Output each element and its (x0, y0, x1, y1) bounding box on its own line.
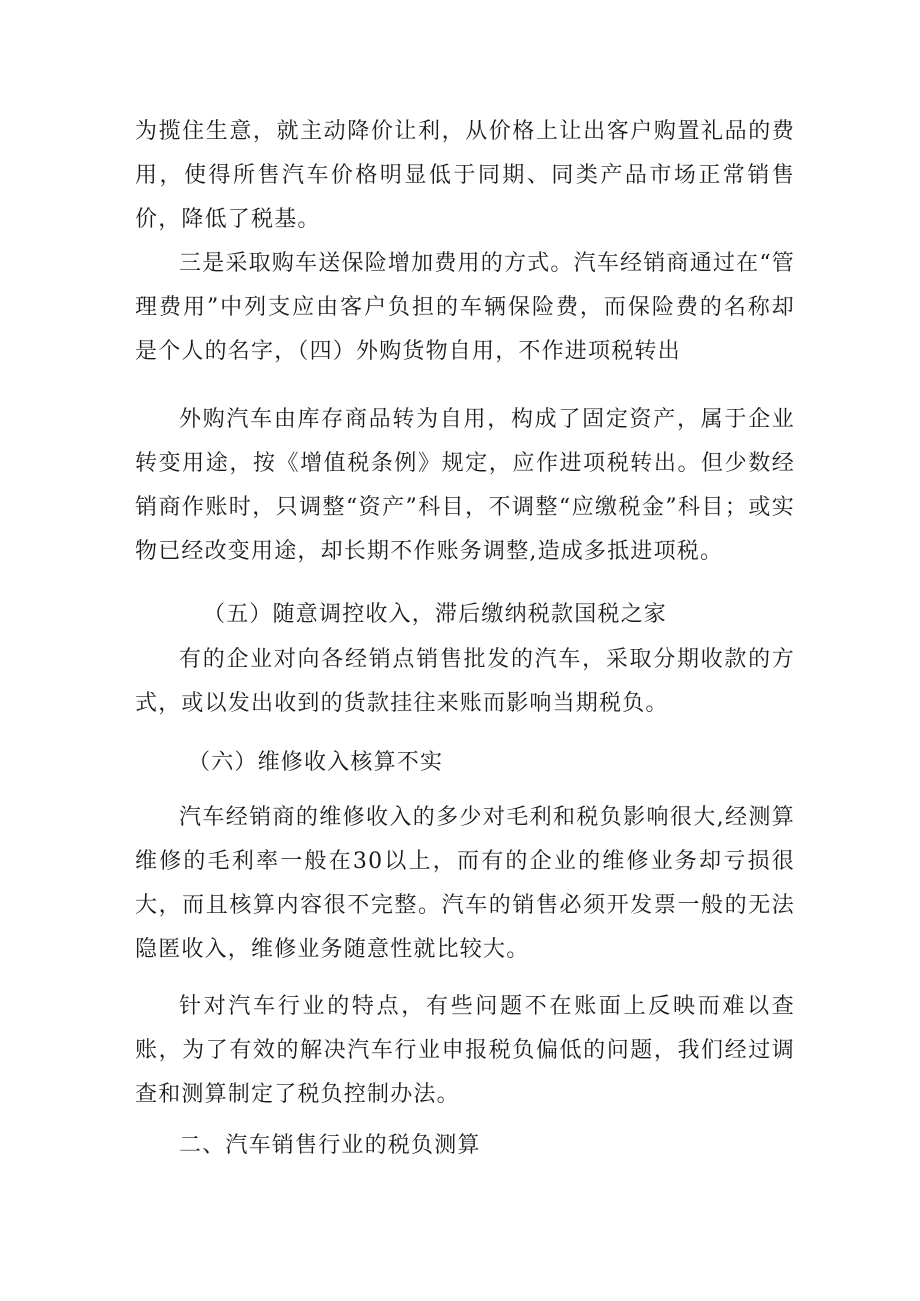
paragraph-insurance-expense: 三是采取购车送保险增加费用的方式。汽车经销商通过在“管理费用”中列支应由客户负担的车辆保险费，而保险费的名称却是个人的名字，（四）外购货物自用，不作进项税转出 (135, 251, 795, 364)
paragraph-self-use-vehicles: 外购汽车由库存商品转为自用，构成了固定资产，属于企业转变用途，按《增值税条例》规定，应作进项税转出。但少数经销商作账时，只调整“资产”科目，不调整“应缴税金”科目；或实物已经改变用途，却长期不作账务调整,造成多抵进项税。 (135, 407, 795, 564)
paragraph-price-concession: 为揽住生意，就主动降价让利，从价格上让出客户购置礼品的费用，使得所售汽车价格明显低于同期、同类产品市场正常销售价，降低了税基。 (135, 119, 795, 232)
paragraph-tax-control-method: 针对汽车行业的特点，有些问题不在账面上反映而难以查账，为了有效的解决汽车行业申报税负偏低的问题，我们经过调查和测算制定了税负控制办法。 (135, 994, 795, 1107)
section-heading-two: 二、汽车销售行业的税负测算 (179, 1133, 481, 1158)
section-heading-five: （五）随意调控收入，滞后缴纳税款国税之家 (203, 602, 668, 627)
section-heading-six: （六）维修收入核算不实 (188, 750, 444, 775)
paragraph-installment-income: 有的企业对向各经销点销售批发的汽车，采取分期收款的方式，或以发出收到的货款挂往来账而影响当期税负。 (135, 647, 795, 716)
paragraph-repair-income: 汽车经销商的维修收入的多少对毛利和税负影响很大,经测算维修的毛利率一般在30以上，而有的企业的维修业务却亏损很大，而且核算内容很不完整。汽车的销售必须开发票一般的无法隐匿收入，维修业务随意性就比较大。 (135, 805, 795, 962)
